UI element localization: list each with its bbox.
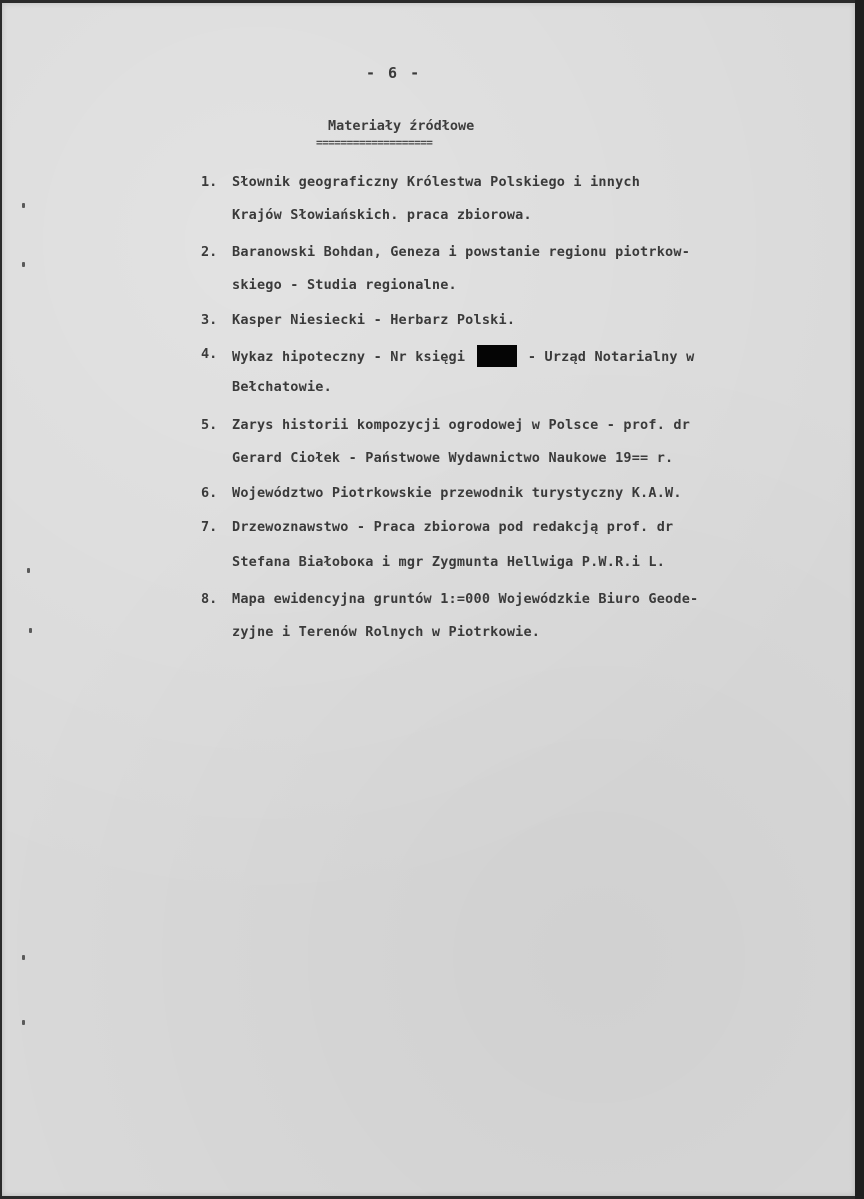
list-item-text: Kasper Niesiecki - Herbarz Polski. <box>232 312 516 328</box>
list-item-text: Stefana Białobока i mgr Zygmunta Hellwiga P.W.R.i L. <box>232 554 666 570</box>
list-item-text: Zarys historii kompozycji ogrodowej w Polsce - prof. dr <box>232 417 691 433</box>
list-item-text: Województwo Piotrkowskie przewodnik turystyczny K.A.W. <box>232 485 682 501</box>
margin-mark <box>22 955 25 960</box>
page-number: - 6 - <box>366 64 422 82</box>
list-item-number: 7. <box>201 519 218 535</box>
list-item-text: Baranowski Bohdan, Geneza i powstanie regionu piotrkow- <box>232 244 691 260</box>
list-item-text: skiego - Studia regionalne. <box>232 277 457 293</box>
list-item-text-part: Wykaz hipoteczny - Nr księgi <box>232 349 466 365</box>
margin-mark <box>22 203 25 208</box>
list-item-text <box>232 345 694 367</box>
margin-mark <box>29 628 32 633</box>
list-item-number: 6. <box>201 485 218 501</box>
margin-mark <box>22 262 25 267</box>
page-title: Materiały źródłowe <box>328 118 475 134</box>
redaction-block <box>477 345 517 367</box>
list-item-number: 8. <box>201 591 218 607</box>
margin-mark <box>27 568 30 573</box>
list-item-number: 5. <box>201 417 218 433</box>
list-item-text: Słownik geograficzny Królestwa Polskiego i innych <box>232 174 641 190</box>
scan-edge <box>855 0 864 1199</box>
margin-mark <box>22 1020 25 1025</box>
title-underline: =================== <box>316 137 433 148</box>
list-item-number: 2. <box>201 244 218 260</box>
list-item-text: Mapa ewidencyjna gruntów 1:=000 Wojewódzkie Biuro Geode- <box>232 591 699 607</box>
list-item-number: 4. <box>201 346 218 362</box>
list-item-number: 3. <box>201 312 218 328</box>
list-item-text: Drzewoznawstwo - Praca zbiorowa pod redakcją prof. dr <box>232 519 674 535</box>
list-item-text: Krajów Słowiańskich. praca zbiorowa. <box>232 207 532 223</box>
list-item-text: Bełchatowie. <box>232 379 332 395</box>
list-item-text: zyjne i Terenów Rolnych w Piotrkowie. <box>232 624 541 640</box>
list-item-text-part: - Urząd Notarialny w <box>527 349 695 365</box>
list-item-number: 1. <box>201 174 218 190</box>
list-item-text: Gerard Ciołek - Państwowe Wydawnictwo Naukowe 19== r. <box>232 450 674 466</box>
